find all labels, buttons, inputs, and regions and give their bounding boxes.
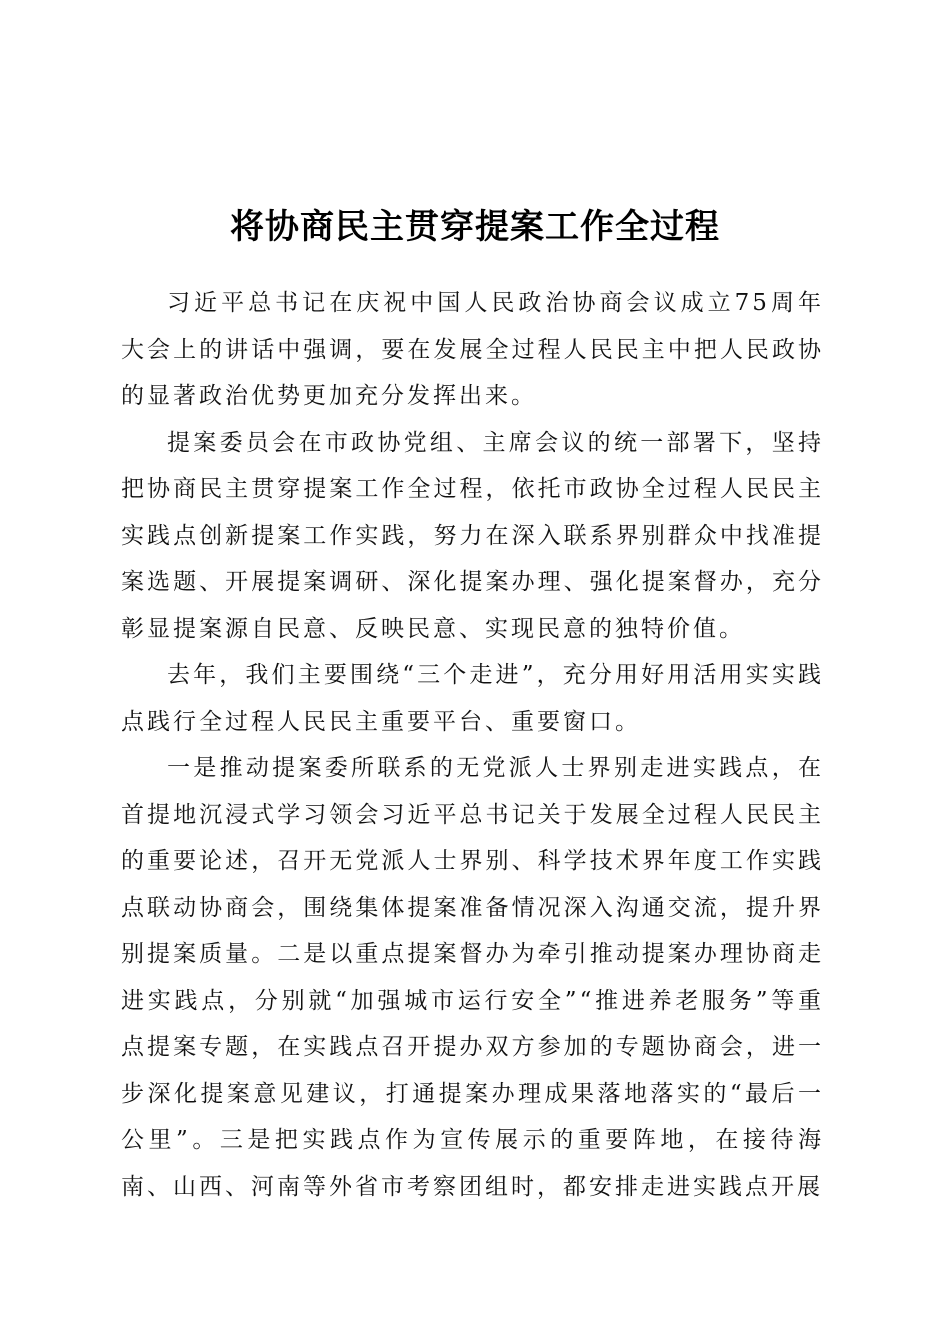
paragraph-three-entries: 去年，我们主要围绕“三个走进”，充分用好用活用实实践点践行全过程人民民主重要平台、重要窗口。 [121, 662, 824, 735]
document-title: 将协商民主贯穿提案工作全过程 [230, 206, 720, 247]
paragraph-details: 一是推动提案委所联系的无党派人士界别走进实践点，在首提地沉浸式学习领会习近平总书记关于发展全过程人民民主的重要论述，召开无党派人士界别、科学技术界年度工作实践点联动协商会，围绕集体提案准备情况深入沟通交流，提升界别提案质量。二是以重点提案督办为牵引推动提案办理协商走进实践点，分别就“加强城市运行安全”“推进养老服务”等重点提案专题，在实践点召开提办双方参加的专题协商会，进一步深化提案意见建议，打通提案办理成果落地落实的“最后一公里”。三是把实践点作为宣传展示的重要阵地，在接待海南、山西、河南等外省市考察团组时，都安排走进实践点开展 [121, 755, 824, 1200]
document-body [121, 280, 824, 1210]
paragraph-intro: 习近平总书记在庆祝中国人民政治协商会议成立75周年大会上的讲话中强调，要在发展全过程人民民主中把人民政协的显著政治优势更加充分发挥出来。 [121, 290, 824, 409]
paragraph-committee: 提案委员会在市政协党组、主席会议的统一部署下，坚持把协商民主贯穿提案工作全过程，依托市政协全过程人民民主实践点创新提案工作实践，努力在深入联系界别群众中找准提案选题、开展提案调研、深化提案办理、强化提案督办，充分彰显提案源自民意、反映民意、实现民意的独特价值。 [121, 429, 824, 642]
